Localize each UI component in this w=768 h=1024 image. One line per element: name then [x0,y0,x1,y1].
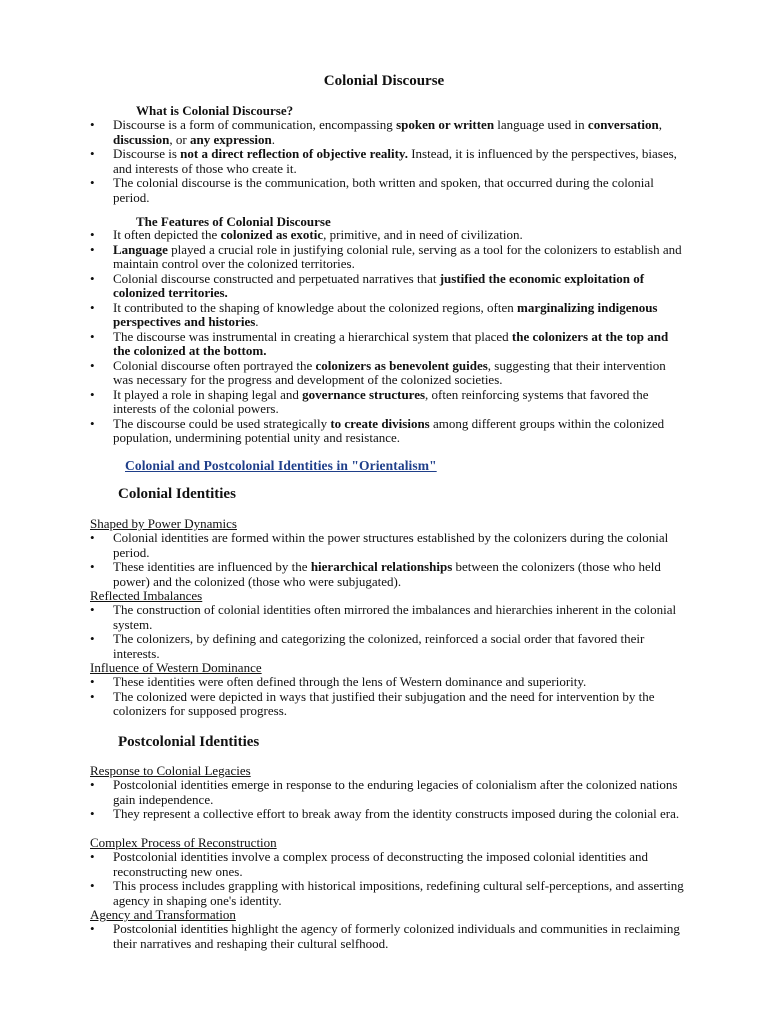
bullet-item [0,301,768,330]
text-run: language used in [494,117,588,132]
colonial-identities-heading: Colonial Identities [118,486,236,502]
text-run: The construction of colonial identities often mirrored the imbalances and hierarchies inherent in the colonial system. [113,602,677,632]
text-run: It contributed to the shaping of knowledge about the colonized regions, often [113,299,517,315]
text-run: It often depicted the [113,227,221,242]
western-dominance-list [0,675,768,719]
bold-text: marginalizing indigenous perspectives and histories [113,299,658,329]
bullet-item [0,807,768,822]
bullet-item [0,330,768,359]
western-dominance-heading: Influence of Western Dominance [90,660,262,675]
bold-text: justified the economic exploitation of colonized territories. [113,270,645,300]
text-run: , [658,117,662,132]
bold-text: hierarchical relationships [310,559,453,574]
bullet-item [0,922,768,951]
orientalism-link[interactable]: Colonial and Postcolonial Identities in "Orientalism" [125,458,437,473]
bullet-item [0,359,768,388]
bold-text: conversation [587,117,659,132]
bold-text: not a direct reflection of objective reality. [180,146,408,161]
text-run: Discourse is a form of communication, encompassing [113,117,397,132]
text-run: The discourse could be used strategically [113,415,331,431]
bullet-item [0,675,768,690]
text-run: Instead, it is influenced by the perspectives, biases, and interests of those who create it. [113,146,677,176]
reflected-imbalances-list [0,603,768,661]
text-run: among different groups within the colonized population, undermining potential unity and resistance. [113,415,665,445]
shaped-by-power-heading: Shaped by Power Dynamics [90,516,237,531]
bold-text: to create divisions [330,415,430,431]
text-run: This process includes grappling with historical impositions, redefining cultural self-perceptions, and asserting agency in shaping one's identity. [113,878,684,908]
text-run: Colonial discourse constructed and perpetuated narratives that [113,270,440,286]
what-list [0,118,768,205]
text-run: Postcolonial identities highlight the agency of formerly colonized individuals and communities in reclaiming their narratives and reshaping their cultural selfhood. [113,921,680,951]
bold-text: the colonizers at the top and the colonized at the bottom. [113,328,669,358]
response-legacies-list [0,778,768,822]
bold-text: governance structures [302,386,426,402]
bold-text: Language [113,241,168,257]
bullet-item [0,118,768,147]
agency-transformation-list [0,922,768,951]
text-run: These identities are influenced by the [113,559,311,574]
text-run: It played a role in shaping legal and [113,386,303,402]
text-run: played a crucial role in justifying colonial rule, serving as a tool for the colonizers to establish and maintain control over the colonized territories. [113,241,682,271]
bullet-item [0,417,768,446]
bullet-item [0,147,768,176]
complex-process-heading: Complex Process of Reconstruction [90,835,277,850]
bullet-item [0,690,768,719]
text-run: Colonial discourse often portrayed the [113,357,316,373]
bold-text: colonizers as benevolent guides [315,357,488,373]
text-run: between the colonizers (those who held power) and the colonized (those who were subjugated). [113,559,661,589]
page-title: Colonial Discourse [323,73,445,89]
text-run: , primitive, and in need of civilization. [323,227,523,242]
complex-process-list [0,850,768,908]
text-run: Discourse is [113,146,181,161]
text-run: . [271,131,275,147]
text-run: , often reinforcing systems that favored the interests of the colonial powers. [113,386,649,416]
text-run: The discourse was instrumental in creating a hierarchical system that placed [113,328,512,344]
bullet-item [0,176,768,205]
bullet-item [0,850,768,879]
bullet-item [0,632,768,661]
text-run: They represent a collective effort to break away from the identity constructs imposed during the colonial era. [113,806,680,821]
bold-text: any expression [189,131,272,147]
bullet-item [0,778,768,807]
text-run: These identities were often defined through the lens of Western dominance and superiority. [113,674,587,689]
shaped-by-power-list [0,531,768,589]
text-run: . [255,314,259,329]
bullet-item [0,243,768,272]
response-legacies-heading: Response to Colonial Legacies [90,763,251,778]
bold-text: colonized as exotic [220,227,324,242]
bullet-item [0,531,768,560]
text-run: The colonial discourse is the communication, both written and spoken, that occurred during the colonial period. [113,175,654,205]
bullet-item [0,879,768,908]
bullet-item [0,560,768,589]
bullet-item [0,603,768,632]
text-run: The colonizers, by defining and categorizing the colonized, reinforced a social order that favored their interests. [113,631,645,661]
what-heading: What is Colonial Discourse? [136,103,294,118]
bold-text: discussion [113,131,170,147]
bullet-item [0,388,768,417]
text-run: Colonial identities are formed within the power structures established by the colonizers during the colonial period. [113,530,669,560]
bold-text: spoken or written [396,117,495,132]
text-run: , suggesting that their intervention was necessary for the progress and development of the colonized societies. [113,357,666,387]
text-run: , or [169,131,190,147]
bullet-item [0,272,768,301]
text-run: Postcolonial identities involve a complex process of deconstructing the imposed colonial identities and reconstructing new ones. [113,849,649,879]
text-run: The colonized were depicted in ways that justified their subjugation and the need for intervention by the colonizers for supposed progress. [113,688,655,718]
bullet-item [0,228,768,243]
features-list [0,228,768,446]
agency-transformation-heading: Agency and Transformation [90,907,236,922]
text-run: Postcolonial identities emerge in response to the enduring legacies of colonialism after the colonized nations gain independence. [113,777,678,807]
postcolonial-identities-heading: Postcolonial Identities [118,734,260,750]
features-heading: The Features of Colonial Discourse [136,214,331,229]
reflected-imbalances-heading: Reflected Imbalances [90,588,203,603]
